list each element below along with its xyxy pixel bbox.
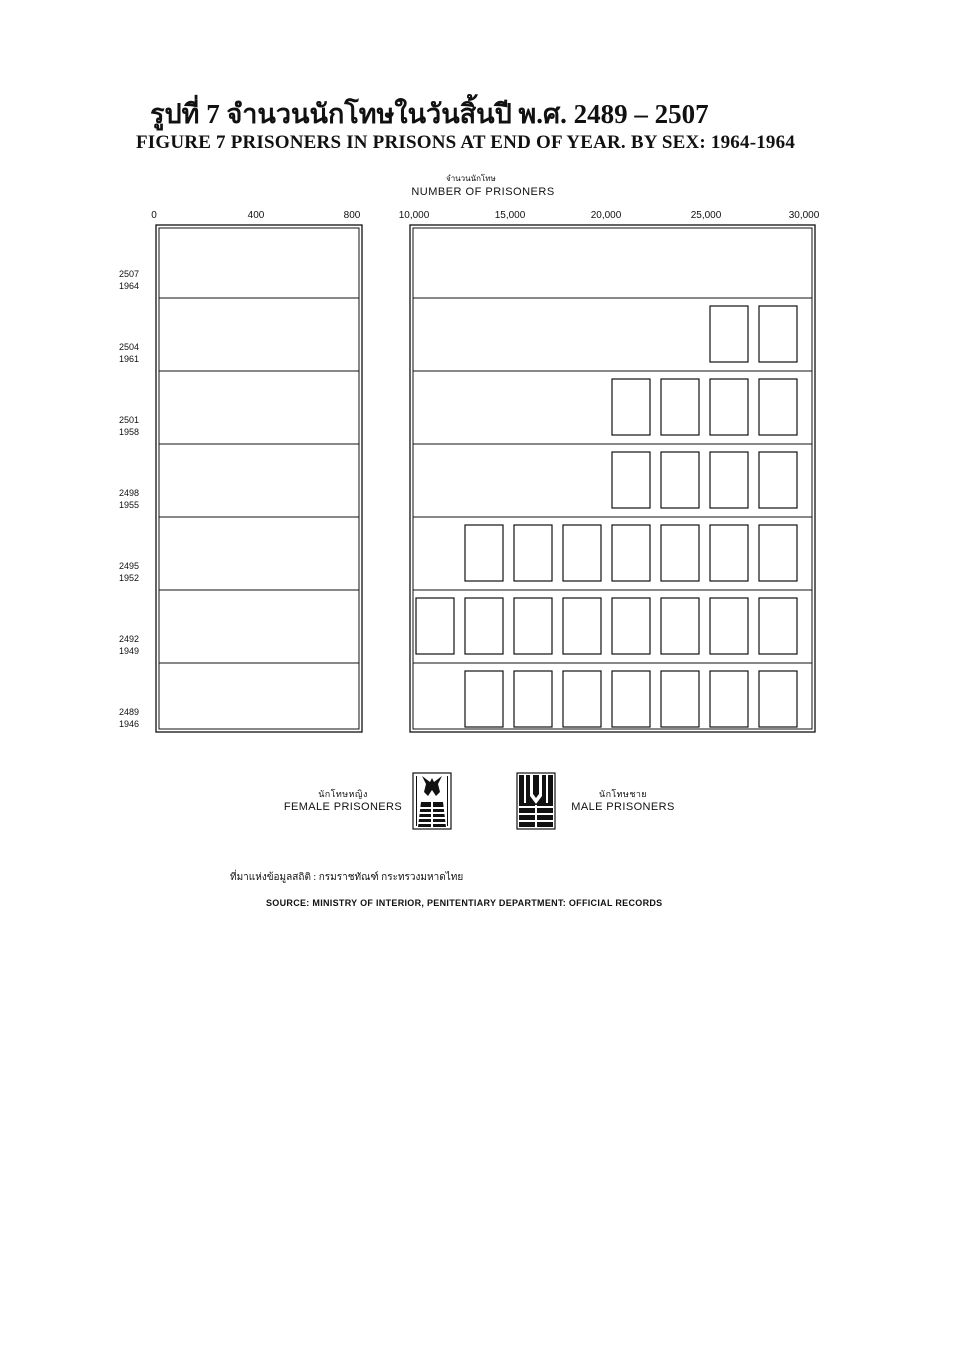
female-prisoner-icon (165, 452, 203, 508)
year-label-be: 2507 (119, 269, 140, 279)
empty-icon-slot (563, 671, 601, 727)
year-label-be: 2495 (119, 561, 140, 571)
empty-icon-slot (661, 598, 699, 654)
legend-icons (413, 773, 555, 829)
tick-label: 15,000 (494, 210, 526, 221)
male-prisoner-icon (416, 671, 454, 727)
male-prisoner-icon (214, 598, 252, 654)
female-prisoner-icon (165, 671, 203, 727)
female-prisoner-icon (165, 306, 203, 362)
male-prisoner-icon (563, 233, 601, 289)
axis-label: NUMBER OF PRISONERS (411, 186, 555, 198)
empty-icon-slot (514, 598, 552, 654)
male-prisoner-icon (514, 306, 552, 362)
empty-icon-slot (465, 525, 503, 581)
male-prisoner-icon (612, 233, 650, 289)
male-prisoner-icon (514, 233, 552, 289)
empty-icon-slot (759, 598, 797, 654)
year-label-be: 2492 (119, 634, 140, 644)
male-prisoner-icon (263, 525, 301, 581)
male-prisoner-icon (416, 379, 454, 435)
empty-icon-slot (563, 525, 601, 581)
tick-label: 30,000 (788, 210, 820, 221)
year-labels (119, 269, 139, 729)
female-prisoner-icon (361, 233, 399, 289)
tick-label: 0 (151, 210, 157, 221)
empty-icon-slot (759, 452, 797, 508)
male-prisoner-icon (465, 233, 503, 289)
male-prisoner-icon (312, 525, 350, 581)
male-prisoner-icon (465, 379, 503, 435)
empty-icon-slot (514, 525, 552, 581)
male-prisoner-icon (312, 379, 350, 435)
empty-icon-slot (612, 452, 650, 508)
female-prisoner-icon (214, 306, 252, 362)
tick-label: 10,000 (398, 210, 430, 221)
male-prisoner-icon (263, 598, 301, 654)
year-label-ce: 1958 (119, 427, 140, 437)
male-prisoner-icon (312, 671, 350, 727)
year-label-ce: 1955 (119, 500, 140, 510)
male-prisoner-icon (465, 306, 503, 362)
empty-icon-slot (710, 525, 748, 581)
male-prisoner-icon (263, 452, 301, 508)
empty-icon-slot (759, 525, 797, 581)
empty-icon-slot (759, 671, 797, 727)
tick-label: 20,000 (590, 210, 622, 221)
female-prisoner-icon (165, 598, 203, 654)
empty-icon-slot (759, 306, 797, 362)
empty-icon-slot (710, 306, 748, 362)
male-prisoner-icon (465, 452, 503, 508)
empty-icon-slot (710, 379, 748, 435)
source-note: SOURCE: MINISTRY OF INTERIOR, PENITENTIARY DEPARTMENT: OFFICIAL RECORDS (266, 898, 663, 908)
axis-label-thai: จำนวนนักโทษ (446, 174, 496, 183)
male-prisoner-icon (263, 379, 301, 435)
empty-icon-slot (612, 525, 650, 581)
male-prisoner-icon (165, 525, 203, 581)
empty-icon-slot (563, 598, 601, 654)
male-prisoner-icon (563, 452, 601, 508)
year-label-ce: 1952 (119, 573, 140, 583)
female-prisoner-icon (312, 233, 350, 289)
male-prisoner-icon (263, 671, 301, 727)
year-label-be: 2504 (119, 342, 140, 352)
female-prisoner-icon (263, 233, 301, 289)
year-label-ce: 1964 (119, 281, 140, 291)
empty-icon-slot (661, 525, 699, 581)
year-label-be: 2498 (119, 488, 140, 498)
empty-icon-slot (465, 598, 503, 654)
legend-male-icon (517, 773, 555, 829)
male-prisoner-icon (514, 379, 552, 435)
year-label-ce: 1946 (119, 719, 140, 729)
male-prisoner-icon (312, 306, 350, 362)
figure-title: FIGURE 7 PRISONERS IN PRISONS AT END OF YEAR. BY SEX: 1964-1964 (136, 132, 796, 153)
male-prisoner-icon (416, 233, 454, 289)
tick-label: 800 (343, 210, 361, 221)
legend-male-label: นักโทษชาย MALE PRISONERS (571, 789, 675, 813)
year-label-be: 2489 (119, 707, 140, 717)
empty-icon-slot (416, 598, 454, 654)
male-prisoner-icon (514, 452, 552, 508)
male-prisoner-icon (416, 525, 454, 581)
source-note-thai: ที่มาแห่งข้อมูลสถิติ : กรมราชทัณฑ์ กระทรวงมหาดไทย (230, 872, 464, 883)
female-prisoner-icon (165, 379, 203, 435)
empty-icon-slot (465, 671, 503, 727)
female-prisoner-icon (214, 233, 252, 289)
male-prisoner-icon (563, 306, 601, 362)
year-label-ce: 1961 (119, 354, 140, 364)
male-prisoner-icon (214, 379, 252, 435)
male-prisoner-icon (759, 233, 797, 289)
legend-female-icon (413, 773, 451, 829)
male-prisoner-icon (312, 598, 350, 654)
empty-icon-slot (612, 671, 650, 727)
figure-title-thai: รูปที่ 7 จำนวนนักโทษในวันสิ้นปี พ.ศ. 2489 – 2507 (150, 99, 709, 129)
tick-label: 400 (247, 210, 265, 221)
male-prisoner-icon (214, 525, 252, 581)
tick-label: 25,000 (690, 210, 722, 221)
male-prisoner-icon (361, 233, 399, 289)
female-prisoner-icon (165, 233, 203, 289)
year-label-ce: 1949 (119, 646, 140, 656)
male-prisoner-icon (661, 233, 699, 289)
male-prisoner-icon (214, 671, 252, 727)
male-prisoner-icon (661, 306, 699, 362)
male-prisoner-icon (563, 379, 601, 435)
empty-icon-slot (514, 671, 552, 727)
male-prisoner-icon (416, 306, 454, 362)
left-panel-inner-frame (159, 228, 359, 729)
male-prisoner-icon (312, 452, 350, 508)
tick-labels (151, 210, 820, 221)
male-prisoner-icon (612, 306, 650, 362)
empty-icon-slot (661, 671, 699, 727)
pictogram-icons (165, 233, 797, 727)
empty-icon-slot (759, 379, 797, 435)
male-prisoner-icon (214, 452, 252, 508)
female-prisoner-icon (263, 306, 301, 362)
female-prisoner-icon (165, 525, 203, 581)
left-panel-frame (156, 225, 362, 732)
year-label-be: 2501 (119, 415, 140, 425)
male-prisoner-icon (416, 452, 454, 508)
empty-icon-slot (710, 671, 748, 727)
male-prisoner-icon (263, 306, 301, 362)
empty-icon-slot (612, 598, 650, 654)
male-prisoner-icon (710, 233, 748, 289)
empty-icon-slot (710, 598, 748, 654)
legend-female-label: นักโทษหญิง FEMALE PRISONERS (283, 789, 403, 813)
empty-icon-slot (661, 379, 699, 435)
empty-icon-slot (661, 452, 699, 508)
empty-icon-slot (612, 379, 650, 435)
empty-icon-slot (710, 452, 748, 508)
